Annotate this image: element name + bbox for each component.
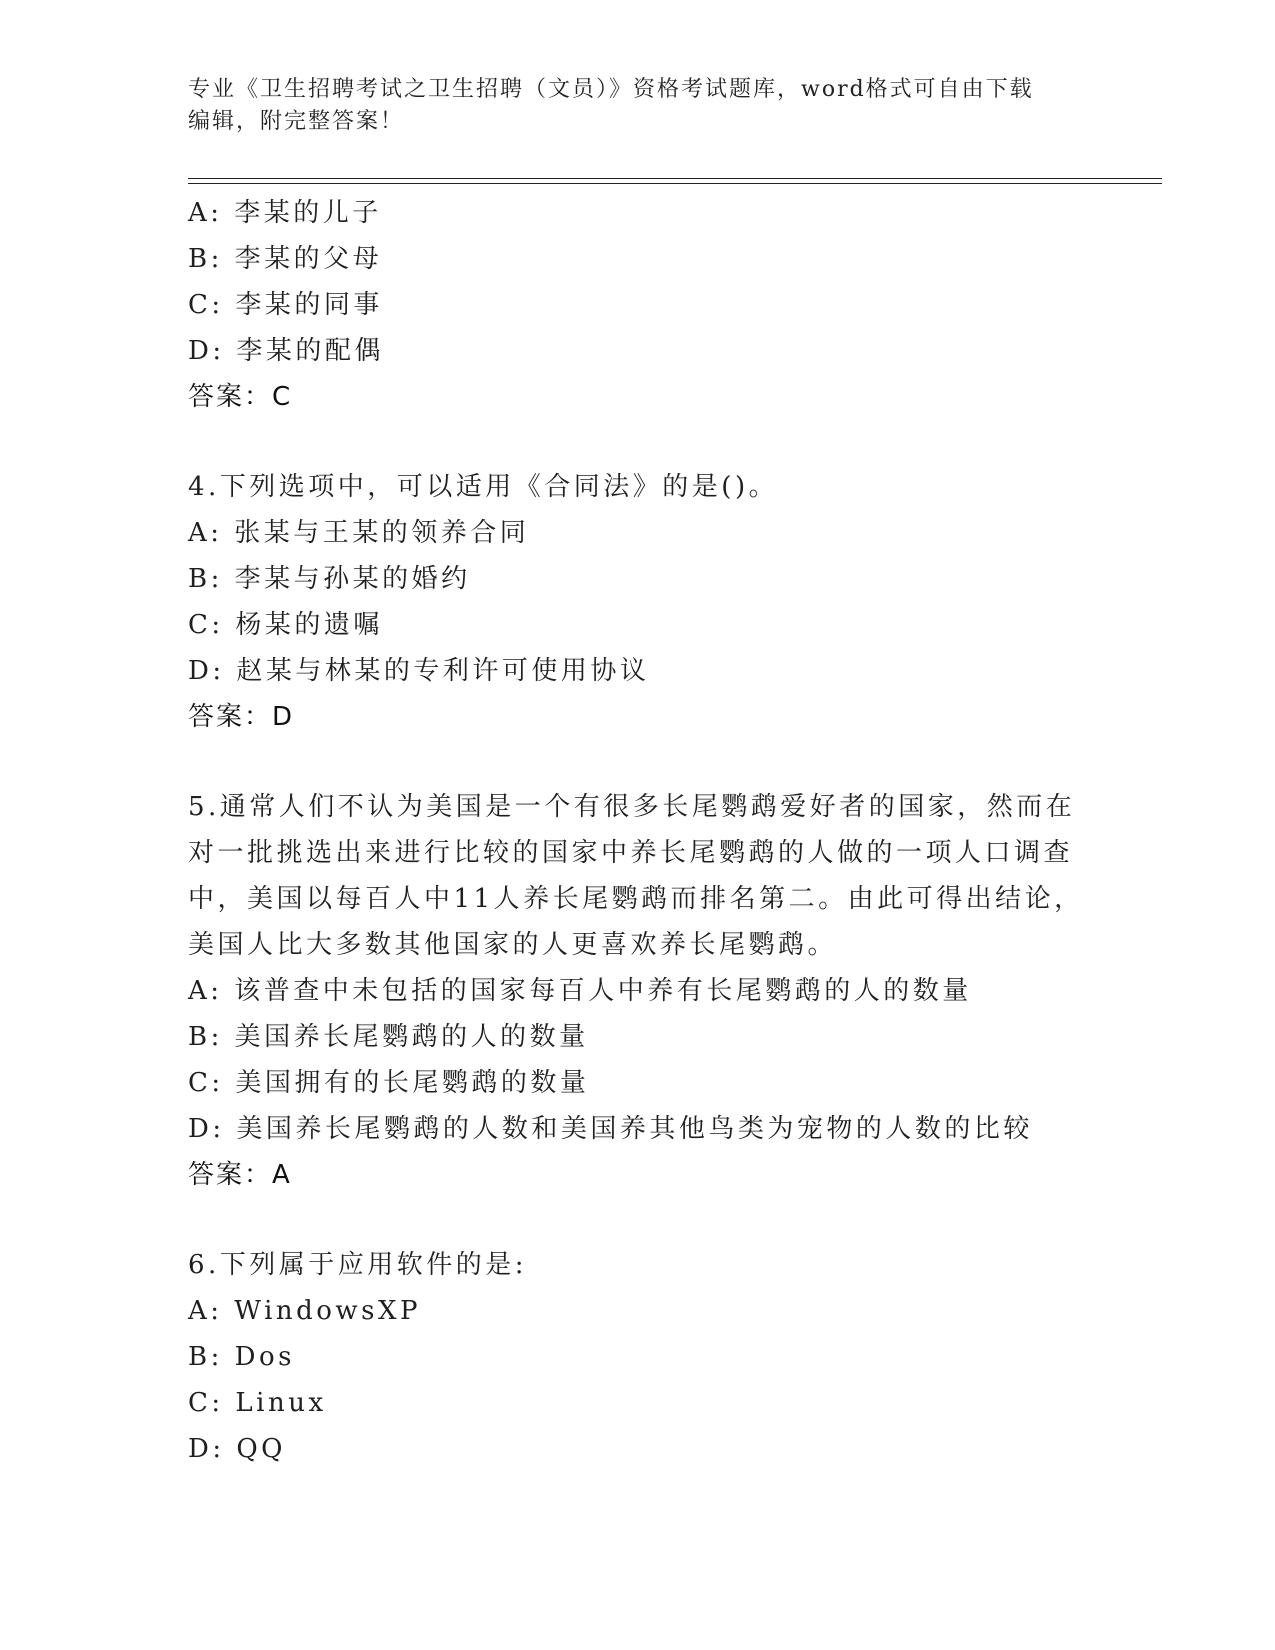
- q6-option-c: C: Linux: [188, 1388, 327, 1418]
- q4-option-c: C: 杨某的遗嘱: [188, 610, 383, 640]
- q5-stem-line-2: 对一批挑选出来进行比较的国家中养长尾鹦鹉的人做的一项人口调查: [188, 838, 1074, 868]
- question-5: [188, 784, 1088, 1198]
- q6-option-d: D: QQ: [188, 1434, 287, 1464]
- q3-answer: 答案：C: [188, 382, 293, 412]
- q5-option-a: A: 该普查中未包括的国家每百人中养有长尾鹦鹉的人的数量: [188, 976, 972, 1006]
- q6-stem: 6.下列属于应用软件的是:: [188, 1250, 528, 1280]
- q6-option-a: A: WindowsXP: [188, 1296, 422, 1326]
- q5-stem-line-1: 5.通常人们不认为美国是一个有很多长尾鹦鹉爱好者的国家，然而在: [188, 792, 1076, 822]
- q5-option-b: B: 美国养长尾鹦鹉的人的数量: [188, 1022, 589, 1052]
- q3-option-a: A: 李某的儿子: [188, 198, 382, 228]
- q3-option-d: D: 李某的配偶: [188, 336, 384, 366]
- q3-option-b: B: 李某的父母: [188, 244, 383, 274]
- q5-stem-line-3: 中，美国以每百人中11人养长尾鹦鹉而排名第二。由此可得出结论，: [188, 884, 1084, 914]
- q5-option-c: C: 美国拥有的长尾鹦鹉的数量: [188, 1068, 590, 1098]
- spacer: [188, 740, 1088, 784]
- question-4: [188, 464, 1088, 740]
- question-content: [188, 190, 1088, 1472]
- q5-stem-line-4: 美国人比大多数其他国家的人更喜欢养长尾鹦鹉。: [188, 930, 838, 960]
- q6-option-b: B: Dos: [188, 1342, 295, 1372]
- q4-answer: 答案：D: [188, 702, 295, 732]
- spacer: [188, 1198, 1088, 1242]
- q4-option-d: D: 赵某与林某的专利许可使用协议: [188, 656, 650, 686]
- q4-stem: 4.下列选项中，可以适用《合同法》的是()。: [188, 472, 779, 502]
- header-rule-top: [188, 178, 1162, 179]
- header-rule-bottom: [188, 183, 1162, 184]
- q4-option-a: A: 张某与王某的领养合同: [188, 518, 530, 548]
- question-6: [188, 1242, 1088, 1472]
- header-line-2: 编辑，附完整答案！: [188, 109, 405, 134]
- q3-option-c: C: 李某的同事: [188, 290, 383, 320]
- q4-option-b: B: 李某与孙某的婚约: [188, 564, 471, 594]
- question-3: [188, 190, 1088, 420]
- q5-answer: 答案：A: [188, 1160, 292, 1190]
- header-line-1: 专业《卫生招聘考试之卫生招聘（文员）》资格考试题库，word格式可自由下载: [188, 77, 1034, 102]
- document-header: [188, 74, 1068, 138]
- spacer: [188, 420, 1088, 464]
- q5-option-d: D: 美国养长尾鹦鹉的人数和美国养其他鸟类为宠物的人数的比较: [188, 1114, 1033, 1144]
